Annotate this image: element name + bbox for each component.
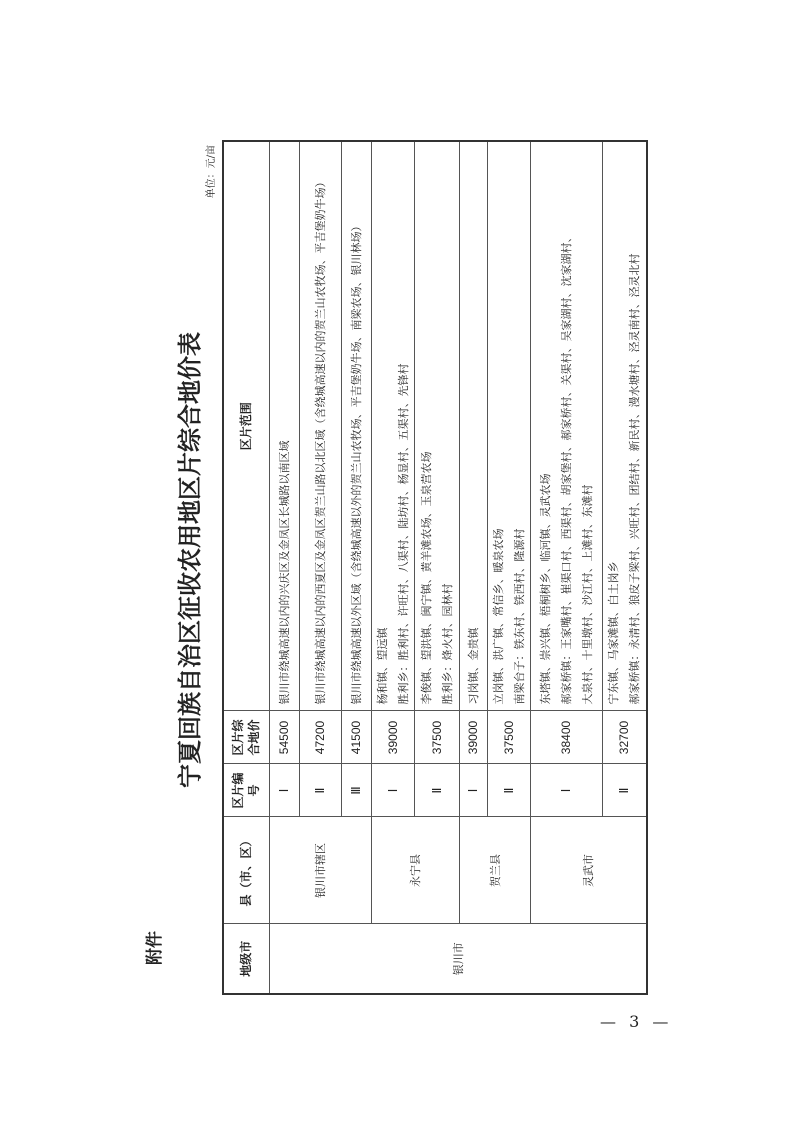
header-city: 地级市 <box>223 924 269 994</box>
range-cell <box>459 141 487 711</box>
table-header <box>223 141 269 994</box>
zone-no-cell: Ⅱ <box>487 764 530 817</box>
zone-no-cell: Ⅱ <box>299 764 341 817</box>
price-cell: 54500 <box>269 711 299 764</box>
range-line: 银川市绕城高速以内的西夏区及金凤区贺兰山路以北区域（含绕城高速以内的贺兰山农牧场、平吉堡奶牛场） <box>313 176 327 705</box>
city-cell: 银川市 <box>269 924 647 994</box>
range-line: 郝家桥镇：永清村、狼皮子梁村、兴旺村、团结村、新民村、漫水塘村、泾灵南村、泾灵北村 <box>628 253 642 705</box>
attachment-label: 附件 <box>145 931 165 965</box>
range-line: 李俊镇、望洪镇、闽宁镇、黄羊滩农场、玉泉营农场 <box>419 451 433 705</box>
range-line: 银川市绕城高速以内的兴庆区及金凤区长城路以南区域 <box>277 440 291 705</box>
range-line: 立岗镇、洪广镇、常信乡、暖泉农场 <box>491 528 505 705</box>
range-line: 东塔镇、崇兴镇、梧桐树乡、临河镇、灵武农场 <box>538 473 552 705</box>
range-cell <box>602 141 647 711</box>
table-row <box>530 141 602 994</box>
zone-no-cell: Ⅰ <box>459 764 487 817</box>
range-cell <box>371 141 414 711</box>
zone-no-cell: Ⅰ <box>269 764 299 817</box>
header-range: 区片范围 <box>223 141 269 711</box>
range-line: 大泉村、十里墩村、沙江村、上滩村、东滩村 <box>580 484 594 705</box>
range-cell <box>269 141 299 711</box>
price-cell: 32700 <box>602 711 647 764</box>
header-price: 区片综合地价 <box>223 711 269 764</box>
price-cell: 47200 <box>299 711 341 764</box>
county-cell: 永宁县 <box>371 817 459 924</box>
county-cell: 银川市辖区 <box>269 817 371 924</box>
price-cell: 41500 <box>341 711 371 764</box>
range-cell <box>299 141 341 711</box>
range-line: 习岗镇、金贵镇 <box>466 627 480 705</box>
rotated-content <box>140 120 640 1000</box>
price-cell: 39000 <box>371 711 414 764</box>
price-cell: 38400 <box>530 711 602 764</box>
table-row <box>269 141 299 994</box>
range-line: 胜利乡：烽火村、园林村 <box>440 583 454 705</box>
unit-label: 单位：元/亩 <box>206 145 217 199</box>
range-line: 胜利乡：胜利村、许旺村、八渠村、陆坊村、杨显村、五渠村、先锋村 <box>396 363 410 705</box>
page-number: — 3 — <box>600 1012 673 1031</box>
county-cell: 灵武市 <box>530 817 647 924</box>
price-cell: 39000 <box>459 711 487 764</box>
header-county: 县（市、区） <box>223 817 269 924</box>
range-line: 银川市绕城高速以外区域（含绕城高速以外的贺兰山农牧场、平吉堡奶牛场、南梁农场、银川林场） <box>349 220 363 705</box>
range-line: 宁东镇、马家滩镇、白土岗乡 <box>607 561 621 705</box>
price-cell: 37500 <box>414 711 459 764</box>
range-line: 南梁台子：铁东村、铁西村、隆源村 <box>512 528 526 705</box>
table-row <box>371 141 414 994</box>
range-cell <box>341 141 371 711</box>
zone-no-cell: Ⅰ <box>530 764 602 817</box>
range-cell <box>530 141 602 711</box>
header-zone-no: 区片编号 <box>223 764 269 817</box>
county-cell: 贺兰县 <box>459 817 530 924</box>
zone-no-cell: Ⅲ <box>341 764 371 817</box>
zone-no-cell: Ⅰ <box>371 764 414 817</box>
range-cell <box>414 141 459 711</box>
page-title: 宁夏回族自治区征收农用地区片综合地价表 <box>175 332 204 788</box>
range-line: 杨和镇、望远镇 <box>375 627 389 705</box>
zone-no-cell: Ⅱ <box>602 764 647 817</box>
range-line: 郝家桥镇：王家嘴村、崔渠口村、西渠村、胡家堡村、郝家桥村、关渠村、吴家湖村、沈家湖村、 <box>559 231 573 705</box>
table-row <box>459 141 487 994</box>
range-cell <box>487 141 530 711</box>
zone-no-cell: Ⅱ <box>414 764 459 817</box>
price-cell: 37500 <box>487 711 530 764</box>
land-price-table <box>222 140 648 995</box>
